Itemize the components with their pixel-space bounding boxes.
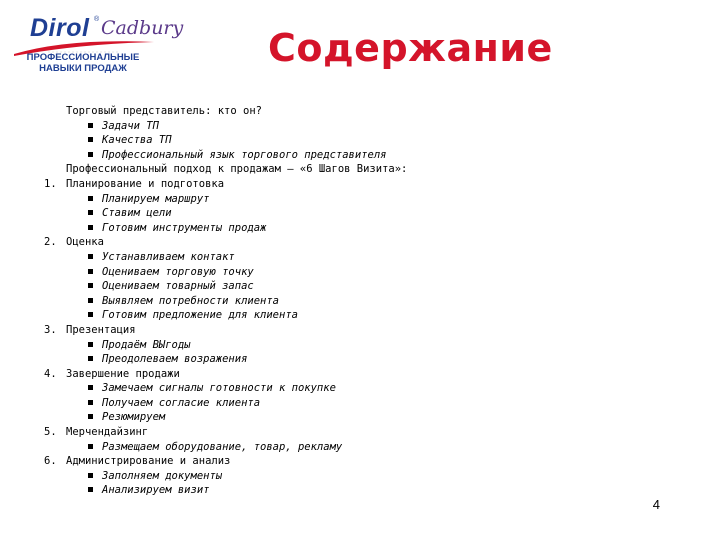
registered-mark: ® (94, 16, 100, 23)
square-bullet-icon (88, 342, 93, 347)
toc-bullet-text: Замечаем сигналы готовности к покупке (102, 382, 336, 395)
square-bullet-icon (88, 356, 93, 361)
toc-section-title: Завершение продажи (66, 367, 180, 380)
toc-bullet-text: Анализируем визит (102, 484, 210, 497)
square-bullet-icon (88, 473, 93, 478)
toc-section-heading (44, 425, 684, 440)
toc-section-title: Мерчендайзинг (66, 426, 149, 439)
toc-section-number: 5. (44, 426, 57, 439)
table-of-contents (44, 104, 684, 498)
square-bullet-icon (88, 225, 93, 230)
toc-bullet-text: Выявляем потребности клиента (102, 294, 280, 307)
toc-bullet-item (44, 352, 684, 367)
square-bullet-icon (88, 254, 93, 259)
square-bullet-icon (88, 385, 93, 390)
toc-bullet-item (44, 265, 684, 280)
toc-bullet-text: Преодолеваем возражения (102, 353, 248, 366)
toc-section-heading (44, 367, 684, 382)
logo-caption-line2: НАВЫКИ ПРОДАЖ (39, 63, 127, 74)
toc-section-heading (44, 454, 684, 469)
toc-bullet-item (44, 469, 684, 484)
square-bullet-icon (88, 210, 93, 215)
toc-section-title: Презентация (66, 323, 136, 336)
toc-section-heading (44, 235, 684, 250)
toc-bullet-item (44, 279, 684, 294)
toc-section-title: Администрирование и анализ (66, 455, 231, 468)
page-title: Содержание (268, 26, 553, 70)
toc-section-number: 3. (44, 323, 57, 336)
toc-section-heading (44, 177, 684, 192)
square-bullet-icon (88, 196, 93, 201)
toc-bullet-item (44, 206, 684, 221)
toc-bullet-item (44, 396, 684, 411)
toc-bullet-item (44, 192, 684, 207)
square-bullet-icon (88, 283, 93, 288)
toc-section-heading (44, 323, 684, 338)
toc-bullet-text: Качества ТП (102, 134, 172, 147)
toc-bullet-text: Оцениваем торговую точку (102, 265, 254, 278)
square-bullet-icon (88, 414, 93, 419)
page-number: 4 (652, 497, 660, 512)
toc-bullet-item (44, 221, 684, 236)
square-bullet-icon (88, 137, 93, 142)
toc-section-number: 2. (44, 236, 57, 249)
toc-heading: Торговый представитель: кто он? (66, 105, 262, 117)
toc-bullet-text: Планируем маршрут (102, 192, 210, 205)
toc-bullet-item (44, 294, 684, 309)
toc-section-title: Планирование и подготовка (66, 177, 225, 190)
toc-bullet-text: Ставим цели (102, 207, 172, 220)
toc-section-number: 1. (44, 177, 57, 190)
logo-caption (8, 52, 158, 74)
toc-bullet-text: Резюмируем (102, 411, 166, 424)
toc-bullet-item (44, 148, 684, 163)
square-bullet-icon (88, 400, 93, 405)
toc-bullet-text: Устанавливаем контакт (102, 250, 235, 263)
toc-section-title: Оценка (66, 236, 104, 249)
square-bullet-icon (88, 312, 93, 317)
toc-bullet-item (44, 338, 684, 353)
logo-caption-line1: ПРОФЕССИОНАЛЬНЫЕ (26, 52, 140, 63)
toc-bullet-item (44, 119, 684, 134)
toc-bullet-item (44, 440, 684, 455)
toc-bullet-item (44, 381, 684, 396)
toc-heading: Профессиональный подход к продажам – «6 Шагов Визита»: (66, 163, 408, 176)
toc-bullet-text: Задачи ТП (102, 119, 159, 132)
toc-bullet-item (44, 133, 684, 148)
toc-bullet-text: Оцениваем товарный запас (102, 280, 254, 293)
toc-bullet-text: Размещаем оборудование, товар, рекламу (102, 440, 343, 453)
toc-bullet-text: Профессиональный язык торгового представителя (102, 148, 387, 161)
toc-bullet-text: Получаем согласие клиента (102, 396, 261, 409)
toc-bullet-text: Заполняем документы (102, 469, 223, 482)
logo-dirol-wordmark: Dirol (30, 14, 90, 42)
square-bullet-icon (88, 269, 93, 274)
square-bullet-icon (88, 487, 93, 492)
square-bullet-icon (88, 152, 93, 157)
toc-bullet-item (44, 308, 684, 323)
square-bullet-icon (88, 123, 93, 128)
square-bullet-icon (88, 444, 93, 449)
toc-bullet-text: Готовим инструменты продаж (102, 221, 267, 234)
toc-section-number: 6. (44, 455, 57, 468)
toc-bullet-text: Продаём ВЫгоды (102, 338, 191, 351)
toc-bullet-item (44, 483, 684, 498)
square-bullet-icon (88, 298, 93, 303)
toc-section-number: 4. (44, 367, 57, 380)
logo (8, 8, 184, 88)
toc-bullet-item (44, 250, 684, 265)
logo-cadbury-wordmark: Cadbury (101, 17, 184, 39)
toc-bullet-text: Готовим предложение для клиента (102, 309, 298, 322)
toc-bullet-item (44, 410, 684, 425)
